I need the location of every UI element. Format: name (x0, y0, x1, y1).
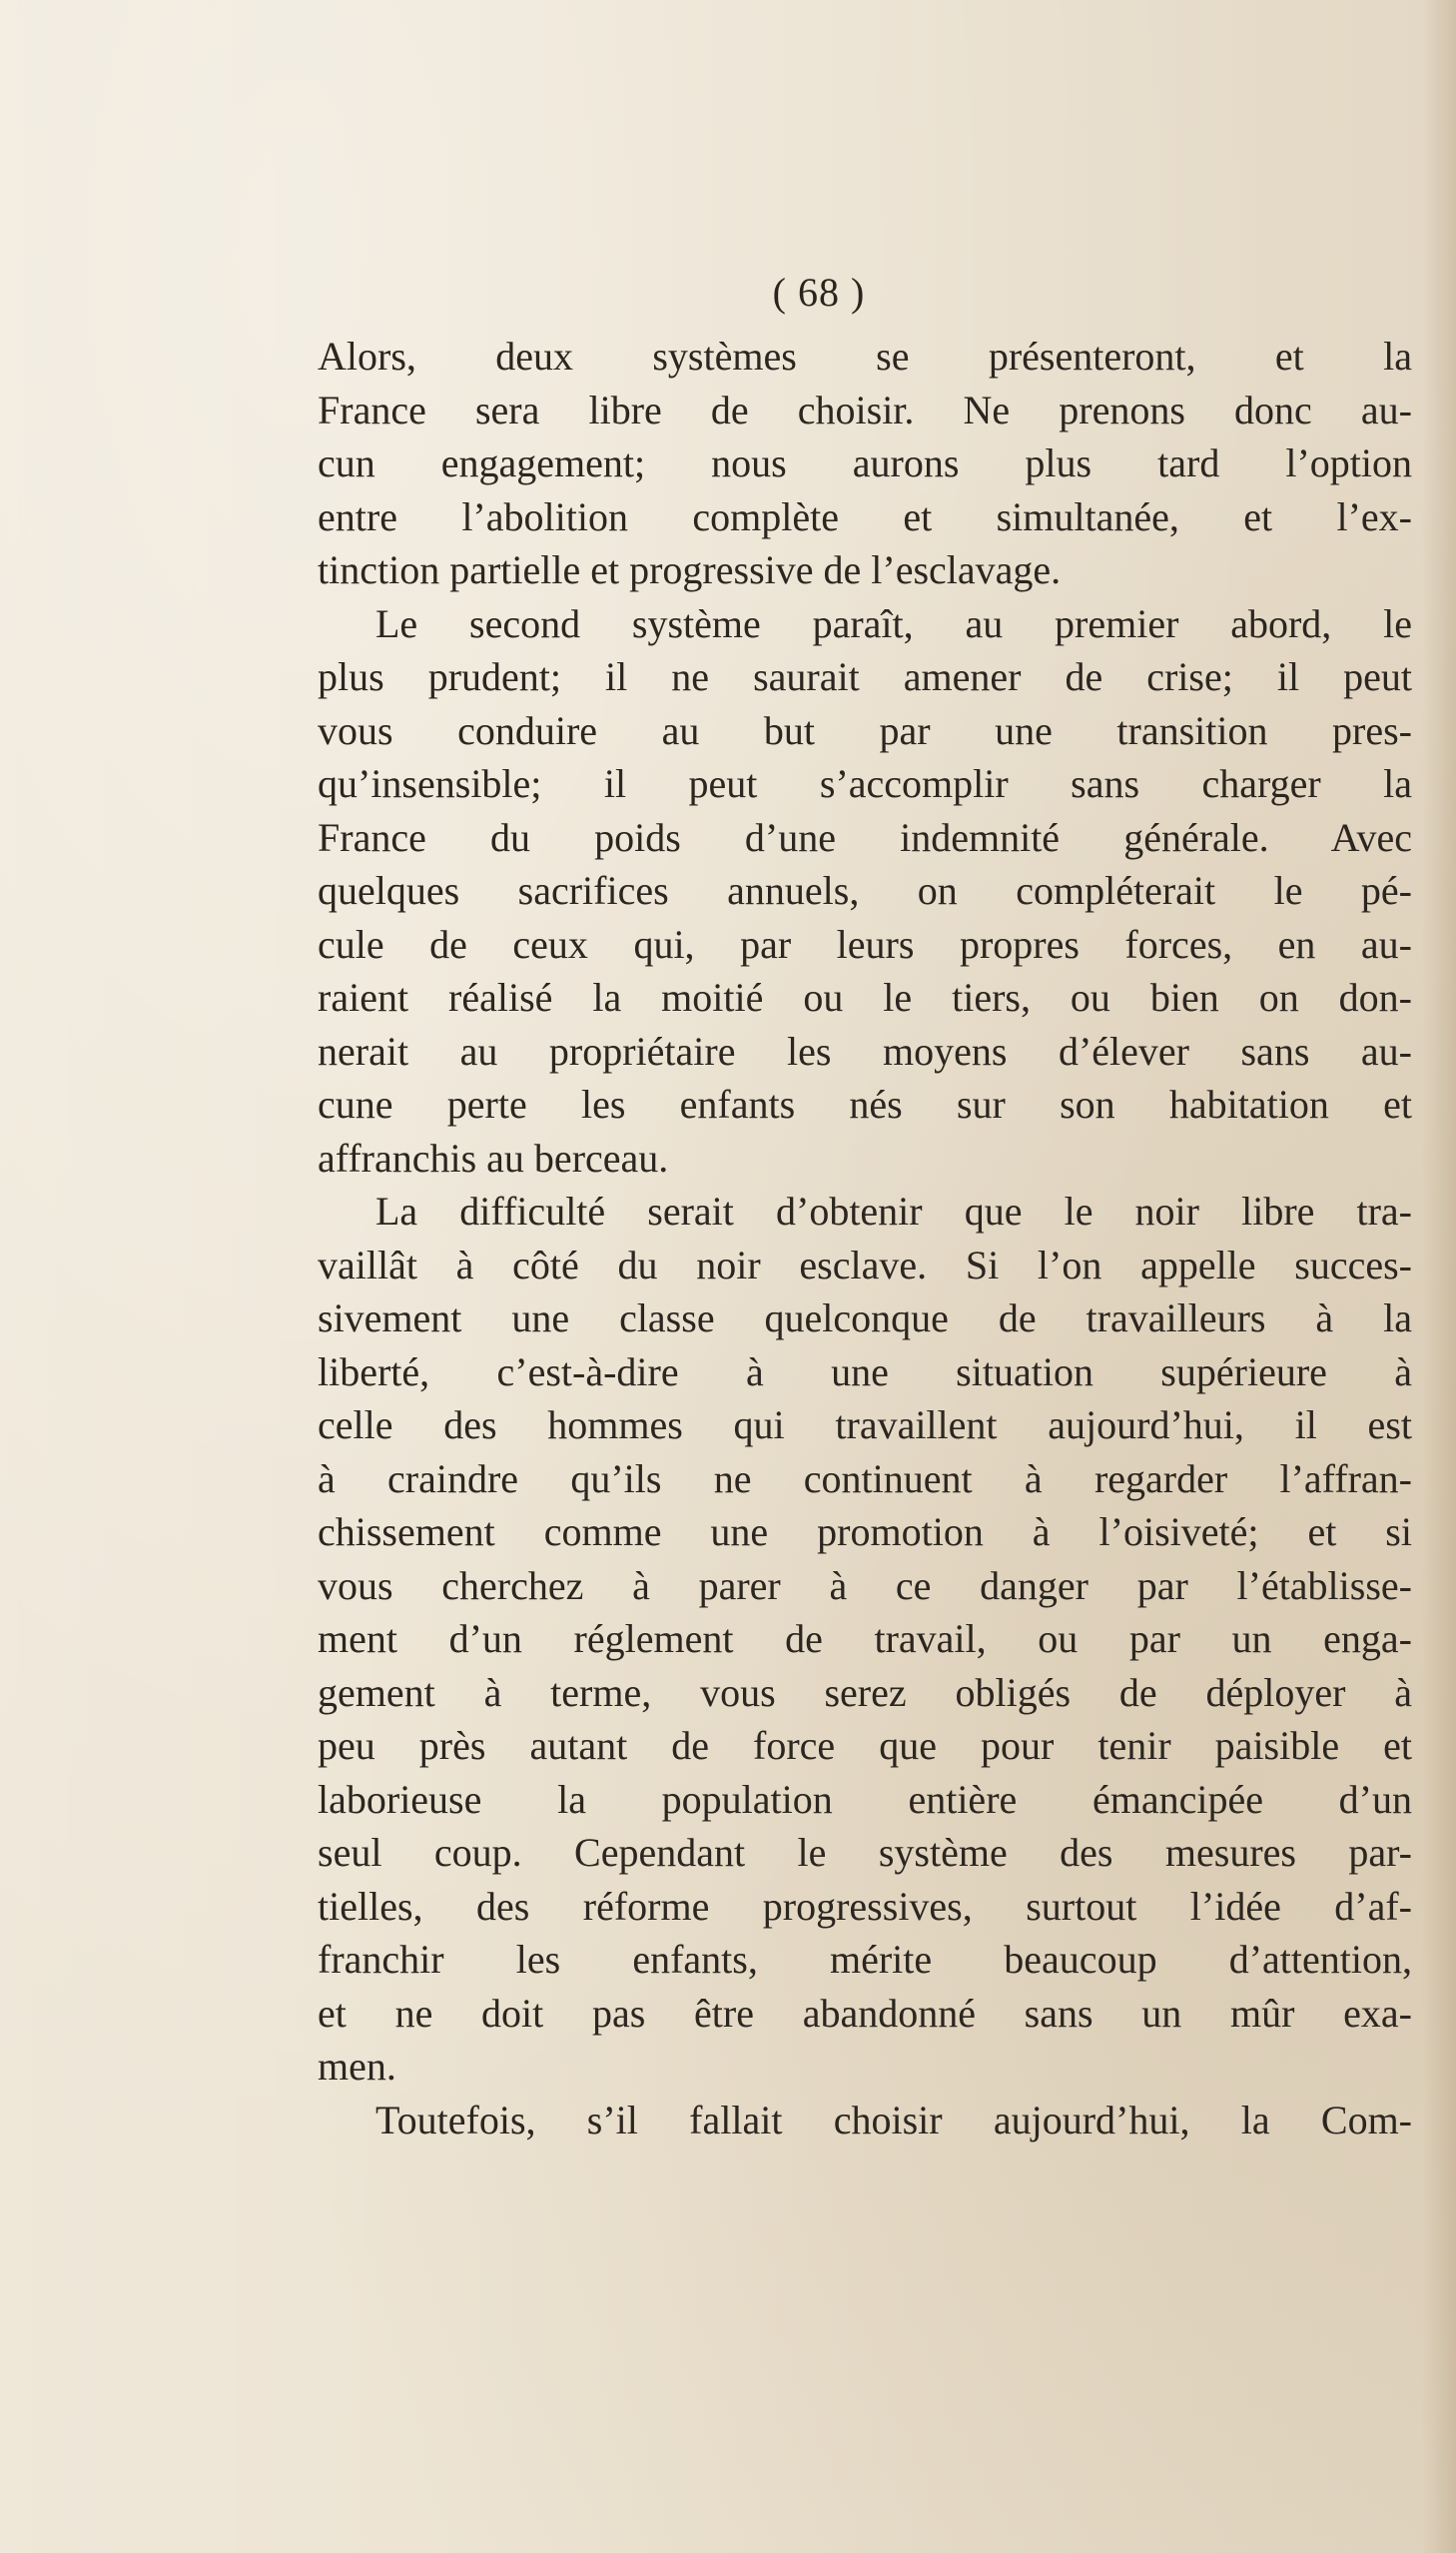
text-line: plus prudent; il ne saurait amener de crise; il peut (318, 654, 1412, 699)
text-line: France du poids d’une indemnité générale. Avec (318, 814, 1412, 860)
text-line: affranchis au berceau. (318, 1135, 669, 1181)
text-line: vous conduire au but par une transition pres- (318, 707, 1412, 753)
text-line: chissement comme une promotion à l’oisiveté; et si (318, 1509, 1412, 1554)
text-line: tinction partielle et progressive de l’esclavage. (318, 547, 1062, 592)
text-line: peu près autant de force que pour tenir paisible et (318, 1723, 1412, 1768)
text-line: liberté, c’est-à-dire à une situation supérieure à (318, 1348, 1412, 1394)
text-line: et ne doit pas être abandonné sans un mûr exa- (318, 1990, 1412, 2036)
text-line: ment d’un réglement de travail, ou par un enga- (318, 1616, 1412, 1661)
text-line: seul coup. Cependant le système des mesures par- (318, 1830, 1412, 1875)
text-line: laborieuse la population entière émancipée d’un (318, 1776, 1412, 1822)
text-line: cune perte les enfants nés sur son habitation et (318, 1082, 1412, 1127)
text-line: vaillât à côté du noir esclave. Si l’on appelle succes- (318, 1242, 1412, 1287)
text-line: vous cherchez à parer à ce danger par l’établisse- (318, 1562, 1412, 1608)
text-line: Alors, deux systèmes se présenteront, et la (318, 334, 1412, 379)
body-text (318, 330, 1412, 2146)
text-line: quelques sacrifices annuels, on compléterait le pé- (318, 868, 1412, 913)
text-line: gement à terme, vous serez obligés de déployer à (318, 1669, 1412, 1715)
text-line: sivement une classe quelconque de travailleurs à la (318, 1295, 1412, 1340)
text-line: entre l’abolition complète et simultanée, et l’ex- (318, 493, 1412, 539)
text-line: franchir les enfants, mérite beaucoup d’attention, (318, 1937, 1412, 1982)
text-line: nerait au propriétaire les moyens d’élever sans au- (318, 1028, 1412, 1074)
text-line: à craindre qu’ils ne continuent à regarder l’affran- (318, 1455, 1412, 1501)
text-line: cun engagement; nous aurons plus tard l’option (318, 440, 1412, 485)
paragraph-start-line: Le second système paraît, au premier abord, le (375, 600, 1412, 646)
text-line: qu’insensible; il peut s’accomplir sans charger la (318, 761, 1412, 806)
text-line: France sera libre de choisir. Ne prenons donc au- (318, 387, 1412, 432)
page-edge-shading (1422, 0, 1456, 2553)
page-number: ( 68 ) (772, 270, 866, 315)
paragraph-start-line: La difficulté serait d’obtenir que le noir libre tra- (375, 1189, 1412, 1234)
text-line: cule de ceux qui, par leurs propres forces, en au- (318, 921, 1412, 967)
paragraph-start-line: Toutefois, s’il fallait choisir aujourd’hui, la Com- (375, 2097, 1412, 2142)
text-line: raient réalisé la moitié ou le tiers, ou bien on don- (318, 975, 1412, 1020)
text-line: men. (318, 2044, 396, 2089)
text-line: tielles, des réforme progressives, surtout l’idée d’af- (318, 1883, 1412, 1929)
text-line: celle des hommes qui travaillent aujourd’hui, il est (318, 1402, 1412, 1447)
